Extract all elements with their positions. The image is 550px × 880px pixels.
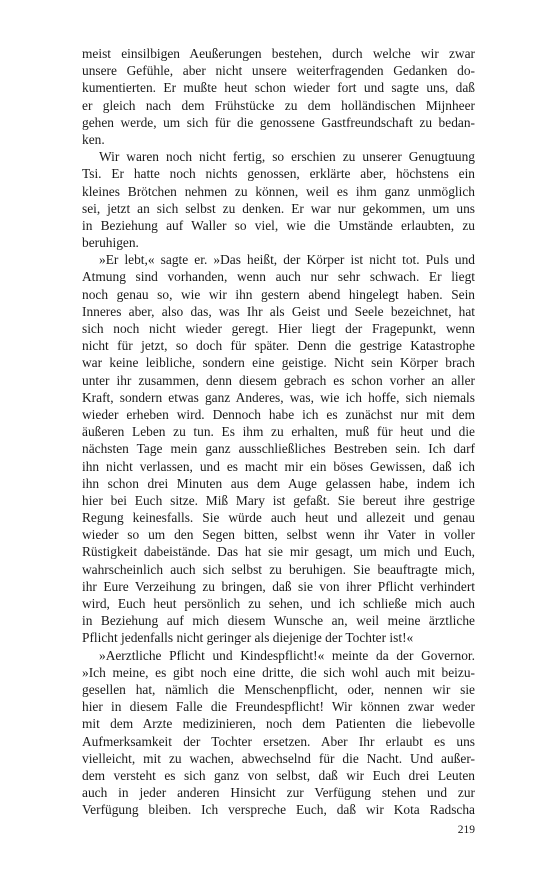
text-line: gesellen hat, nämlich die Menschenpflicht, oder, nennen wir sie (82, 681, 475, 697)
text-line: ihr Eure Verzeihung zu bringen, daß sie von ihrer Pflicht verhindert (82, 578, 475, 594)
text-line: war keine leibliche, sondern eine geistige. Nicht sein Körper brach (82, 355, 475, 371)
text-line: in Beziehung auf Waller so viel, wie die Umstände erlaubten, zu (82, 217, 475, 233)
text-line: Inneres aber, also das, was Ihr als Geist und Seele bezeichnet, hat (82, 303, 475, 319)
text-line: noch genau so, wie wir ihn gestern abend hingelegt haben. Sein (82, 286, 475, 302)
text-line: wahrscheinlich auch sich selbst zu beruhigen. Sie beauftragte mich, (82, 561, 475, 577)
text-line: sei, jetzt an sich selbst zu denken. Er war nur gekommen, um uns (82, 200, 475, 216)
text-line: hier bei Euch sitze. Miß Mary ist gefaßt. Sie bereut ihre gestrige (82, 492, 475, 508)
text-line: »Er lebt,« sagte er. »Das heißt, der Körper ist nicht tot. Puls und (99, 252, 475, 268)
text-line: Verfügung bleiben. Ich verspreche Euch, daß wir Kota Radscha (82, 802, 475, 818)
text-line: »Aerztliche Pflicht und Kindespflicht!« meinte da der Governor. (99, 647, 475, 663)
text-line: in Beziehung auf mich diesem Wunsche an, weil meine ärztliche (82, 613, 475, 629)
text-line: hier in diesem Falle die Freundespflicht! Wir können zwar weder (82, 699, 475, 715)
text-line: Rüstigkeit dabeistände. Das hat sie mir gesagt, um mich und Euch, (82, 544, 475, 560)
text-line: »Ich meine, es gibt noch eine dritte, die sich wohl auch mit beizu- (82, 664, 475, 680)
text-line: Regung keinesfalls. Sie würde auch heut und allezeit und genau (82, 510, 475, 526)
text-line: Pflicht jedenfalls nicht geringer als diejenige der Tochter ist!« (82, 630, 414, 646)
text-line: Aufmerksamkeit der Tochter ersetzen. Aber Ihr erlaubt es uns (82, 733, 475, 749)
text-line: kumentierten. Er mußte heut schon wieder fort und sagte uns, daß (82, 80, 475, 96)
text-line: nicht für jetzt, so doch für später. Denn die gestrige Katastrophe (82, 338, 475, 354)
body-text (82, 45, 475, 818)
text-line: auch in jeder anderen Hinsicht zur Verfügung stehen und zur (82, 785, 475, 801)
text-line: gehen werde, um sich für die genossene Gastfreundschaft zu bedan- (82, 114, 475, 130)
text-line: wird, Euch heut persönlich zu sehen, und ich schließe mich auch (82, 596, 475, 611)
text-line: dem versteht es sich ganz von selbst, daß wir Euch drei Leuten (82, 767, 475, 783)
text-line: meist einsilbigen Aeußerungen bestehen, durch welche wir zwar (82, 46, 475, 61)
text-line: beruhigen. (82, 235, 139, 251)
text-line: unter ihr zusammen, denn diesem gebrach es schon vorher an aller (82, 372, 475, 388)
text-line: mit dem Arzte medizinieren, noch dem Patienten die liebevolle (82, 716, 475, 732)
page-number: 219 (457, 824, 475, 836)
text-line: sich noch nicht wieder geregt. Hier liegt der Fragepunkt, wenn (82, 321, 475, 336)
text-line: ihn nicht verlassen, und es macht mir ein böses Gewissen, daß ich (82, 458, 475, 474)
text-line: ihn schon drei Minuten aus dem Auge gelassen habe, indem ich (82, 475, 475, 491)
text-line: unsere Gefühle, aber nicht unsere weiterfragenden Gedanken do- (82, 63, 475, 79)
text-line: ken. (82, 131, 105, 147)
text-line: Kraft, sondern etwas ganz Anderes, was, wie ich hoffe, sich niemals (82, 389, 475, 405)
text-line: Tsi. Er hatte noch nichts genossen, erklärte aber, höchstens ein (82, 166, 475, 182)
text-line: Wir waren noch nicht fertig, so erschien zu unserer Genugtuung (99, 149, 475, 165)
text-line: nächsten Tage mein ganz ausschließliches Bestreben sein. Ich darf (82, 441, 475, 457)
text-line: wieder erheben wird. Dennoch habe ich es zunächst nur mit dem (82, 406, 475, 422)
text-line: vielleicht, mit zu wachen, abwechselnd für die Nacht. Und außer- (82, 750, 475, 766)
text-line: er gleich nach dem Frühstücke zu dem holländischen Mijnheer (82, 97, 475, 113)
text-line: Atmung sind vorhanden, wenn auch nur sehr schwach. Er liegt (82, 269, 475, 285)
text-line: wieder so um den Segen bitten, selbst wenn ihr Vater in voller (82, 527, 475, 543)
text-line: kleines Brötchen nehmen zu können, weil es ihm ganz unmöglich (82, 183, 475, 199)
text-line: äußeren Leben zu tun. Es ihm zu erhalten, muß für heut und die (82, 424, 475, 440)
